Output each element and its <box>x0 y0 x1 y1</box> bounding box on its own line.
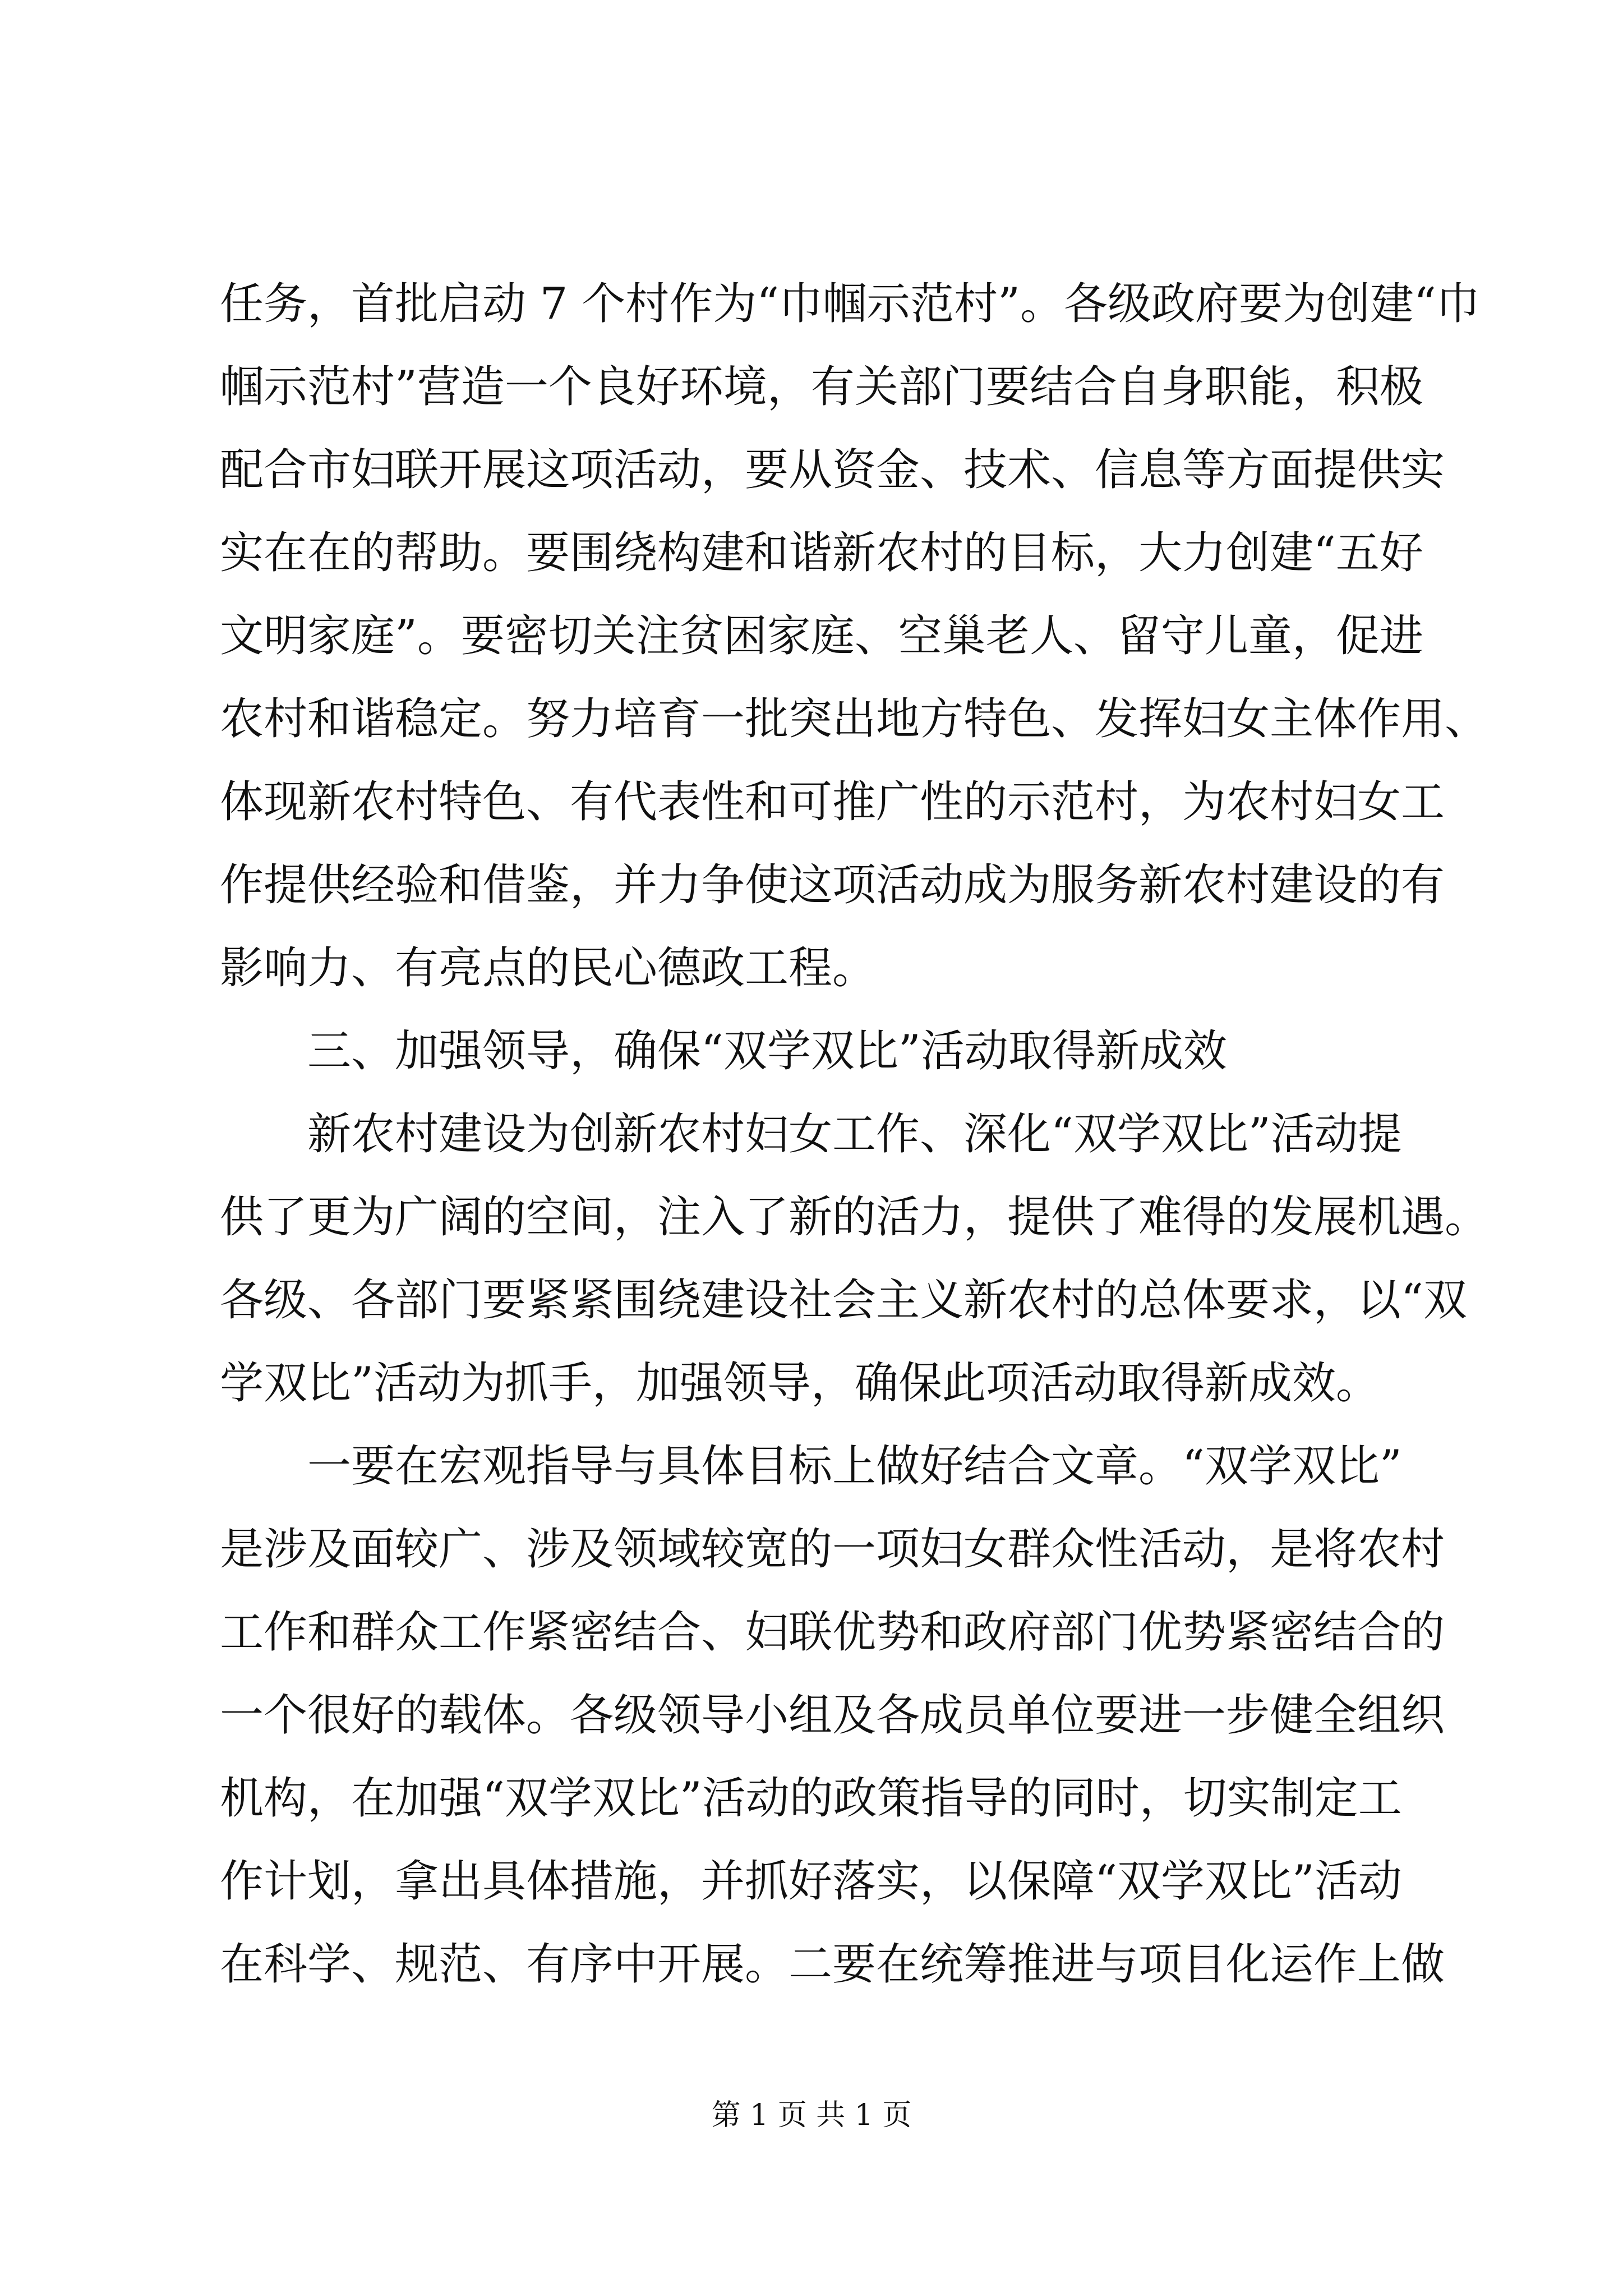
text-line: 新农村建设为创新农村妇女工作、深化“双学双比”活动提 <box>220 1109 1402 1159</box>
text-line: 农村和谐稳定。努力培育一批突出地方特色、发挥妇女主体作用、 <box>220 694 1489 744</box>
text-line: 作提供经验和借鉴，并力争使这项活动成为服务新农村建设的有 <box>220 860 1445 910</box>
text-line: 是涉及面较广、涉及领域较宽的一项妇女群众性活动，是将农村 <box>220 1524 1445 1575</box>
page-footer <box>0 2096 1623 2135</box>
text-line: 文明家庭”。要密切关注贫困家庭、空巢老人、留守儿童，促进 <box>220 611 1423 661</box>
body-text <box>220 263 1489 2006</box>
text-line: 影响力、有亮点的民心德政工程。 <box>220 943 877 993</box>
text-line: 学双比”活动为抓手，加强领导，确保此项活动取得新成效。 <box>220 1358 1380 1409</box>
text-line: 在科学、规范、有序中开展。二要在统筹推进与项目化运作上做 <box>220 1939 1445 1990</box>
text-line: 工作和群众工作紧密结合、妇联优势和政府部门优势紧密结合的 <box>220 1607 1445 1658</box>
text-line: 实在在的帮助。要围绕构建和谐新农村的目标，大力创建“五好 <box>220 528 1423 578</box>
text-line: 供了更为广阔的空间，注入了新的活力，提供了难得的发展机遇。 <box>220 1192 1489 1243</box>
text-line: 机构，在加强“双学双比”活动的政策指导的同时，切实制定工 <box>220 1773 1402 1824</box>
text-line: 一要在宏观指导与具体目标上做好结合文章。“双学双比” <box>220 1441 1402 1492</box>
text-line: 帼示范村”营造一个良好环境，有关部门要结合自身职能，积极 <box>220 362 1423 412</box>
text-line: 一个很好的载体。各级领导小组及各成员单位要进一步健全组织 <box>220 1690 1445 1741</box>
text-line: 作计划，拿出具体措施，并抓好落实，以保障“双学双比”活动 <box>220 1856 1402 1907</box>
text-line: 配合市妇联开展这项活动，要从资金、技术、信息等方面提供实 <box>220 445 1445 495</box>
page-number: 第 1 页 共 1 页 <box>711 2099 912 2132</box>
text-line: 任务，首批启动 7 个村作为“巾帼示范村”。各级政府要为创建“巾 <box>220 279 1480 329</box>
text-line: 体现新农村特色、有代表性和可推广性的示范村，为农村妇女工 <box>220 777 1445 827</box>
text-line: 各级、各部门要紧紧围绕建设社会主义新农村的总体要求，以“双 <box>220 1275 1467 1326</box>
section-heading: 三、加强领导，确保“双学双比”活动取得新成效 <box>220 1026 1227 1076</box>
